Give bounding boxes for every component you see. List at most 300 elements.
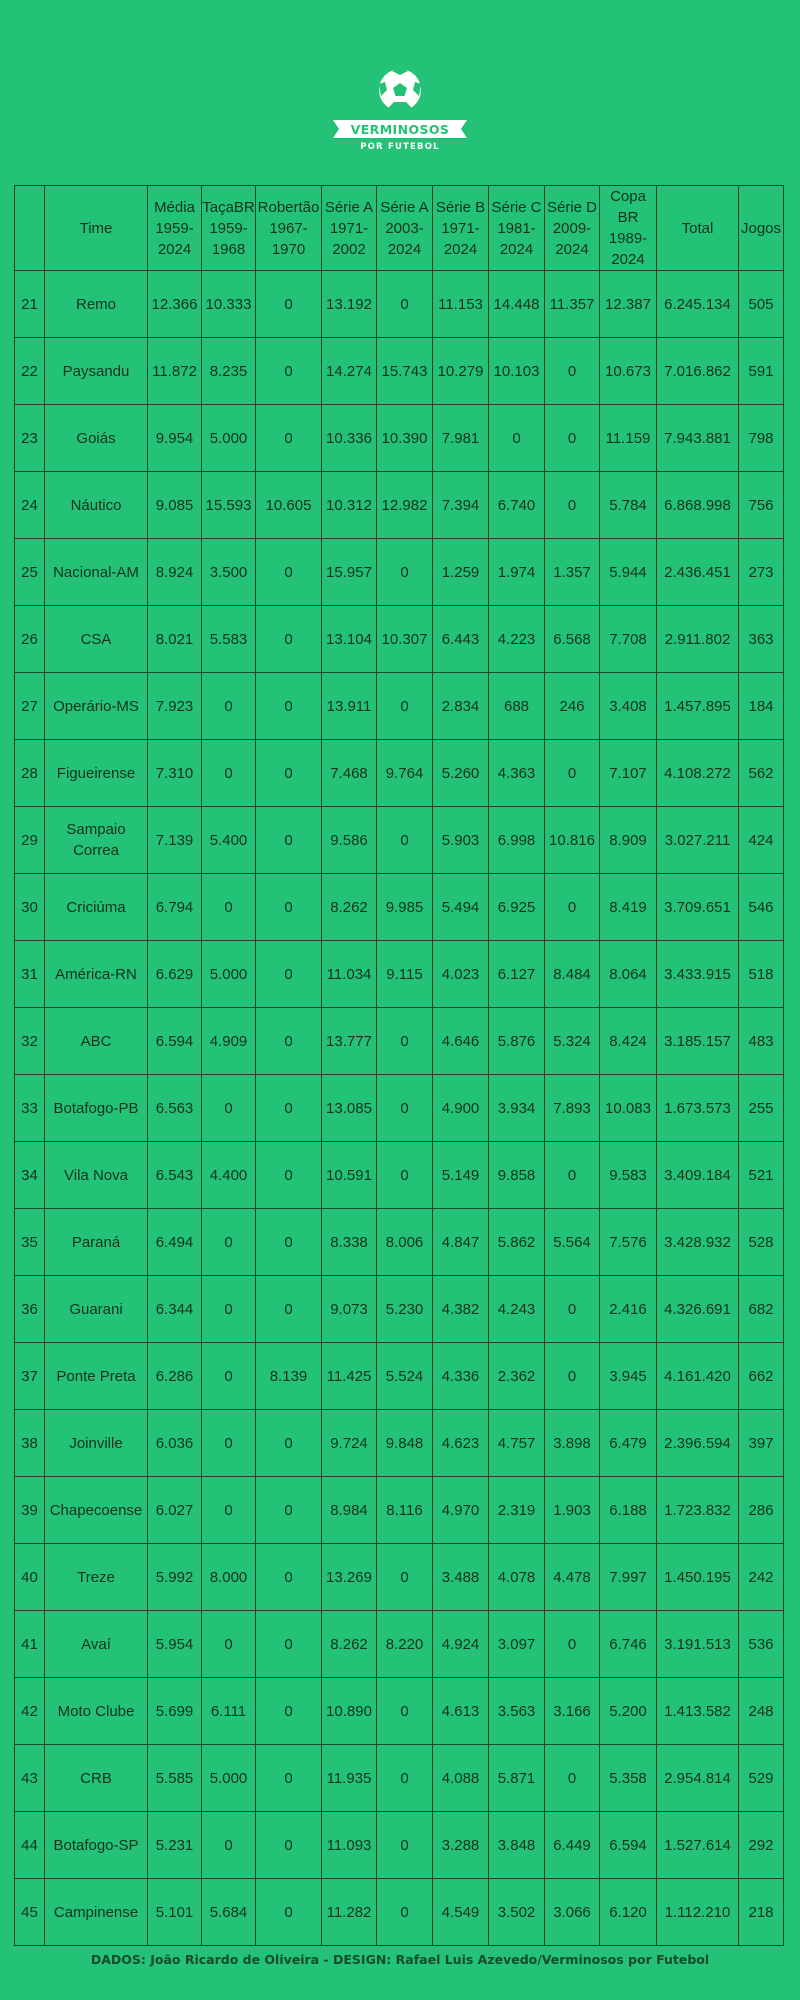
value-cell: 0 xyxy=(256,1879,322,1946)
value-cell: 4.400 xyxy=(202,1142,256,1209)
value-cell: 0 xyxy=(489,405,545,472)
value-cell: 0 xyxy=(545,1343,600,1410)
value-cell: 3.097 xyxy=(489,1611,545,1678)
rank-cell: 30 xyxy=(15,874,45,941)
value-cell: 10.673 xyxy=(600,338,657,405)
value-cell: 9.583 xyxy=(600,1142,657,1209)
rank-cell: 21 xyxy=(15,271,45,338)
value-cell: 11.153 xyxy=(433,271,489,338)
value-cell: 11.159 xyxy=(600,405,657,472)
value-cell: 529 xyxy=(739,1745,784,1812)
value-cell: 9.073 xyxy=(322,1276,377,1343)
table-row xyxy=(15,807,784,874)
value-cell: 11.935 xyxy=(322,1745,377,1812)
rank-cell: 43 xyxy=(15,1745,45,1812)
value-cell: 4.623 xyxy=(433,1410,489,1477)
value-cell: 6.188 xyxy=(600,1477,657,1544)
rank-cell: 45 xyxy=(15,1879,45,1946)
value-cell: 5.260 xyxy=(433,740,489,807)
table-row xyxy=(15,338,784,405)
value-cell: 0 xyxy=(256,271,322,338)
value-cell: 6.594 xyxy=(600,1812,657,1879)
value-cell: 11.357 xyxy=(545,271,600,338)
logo-subtitle: POR FUTEBOL xyxy=(360,142,440,152)
rank-cell: 28 xyxy=(15,740,45,807)
value-cell: 8.006 xyxy=(377,1209,433,1276)
value-cell: 5.230 xyxy=(377,1276,433,1343)
value-cell: 6.868.998 xyxy=(657,472,739,539)
value-cell: 0 xyxy=(256,539,322,606)
value-cell: 6.449 xyxy=(545,1812,600,1879)
value-cell: 10.816 xyxy=(545,807,600,874)
value-cell: 3.027.211 xyxy=(657,807,739,874)
table-row xyxy=(15,1276,784,1343)
value-cell: 1.974 xyxy=(489,539,545,606)
value-cell: 3.563 xyxy=(489,1678,545,1745)
value-cell: 0 xyxy=(256,1477,322,1544)
value-cell: 0 xyxy=(256,1544,322,1611)
value-cell: 0 xyxy=(377,1879,433,1946)
value-cell: 5.699 xyxy=(148,1678,202,1745)
value-cell: 12.387 xyxy=(600,271,657,338)
value-cell: 6.563 xyxy=(148,1075,202,1142)
team-cell: CSA xyxy=(45,606,148,673)
value-cell: 7.893 xyxy=(545,1075,600,1142)
team-cell: Remo xyxy=(45,271,148,338)
value-cell: 0 xyxy=(256,807,322,874)
header-rank xyxy=(15,186,45,271)
rank-cell: 39 xyxy=(15,1477,45,1544)
value-cell: 536 xyxy=(739,1611,784,1678)
value-cell: 0 xyxy=(545,338,600,405)
value-cell: 8.235 xyxy=(202,338,256,405)
value-cell: 6.794 xyxy=(148,874,202,941)
column-header: Total xyxy=(657,186,739,271)
table-row xyxy=(15,271,784,338)
value-cell: 10.103 xyxy=(489,338,545,405)
value-cell: 12.366 xyxy=(148,271,202,338)
value-cell: 3.191.513 xyxy=(657,1611,739,1678)
value-cell: 10.605 xyxy=(256,472,322,539)
value-cell: 363 xyxy=(739,606,784,673)
value-cell: 3.409.184 xyxy=(657,1142,739,1209)
value-cell: 0 xyxy=(202,1343,256,1410)
table-row xyxy=(15,941,784,1008)
value-cell: 6.443 xyxy=(433,606,489,673)
value-cell: 0 xyxy=(377,1142,433,1209)
value-cell: 0 xyxy=(377,271,433,338)
value-cell: 4.223 xyxy=(489,606,545,673)
value-cell: 2.396.594 xyxy=(657,1410,739,1477)
team-cell: Ponte Preta xyxy=(45,1343,148,1410)
value-cell: 7.468 xyxy=(322,740,377,807)
value-cell: 7.394 xyxy=(433,472,489,539)
value-cell: 5.954 xyxy=(148,1611,202,1678)
value-cell: 10.591 xyxy=(322,1142,377,1209)
value-cell: 4.161.420 xyxy=(657,1343,739,1410)
value-cell: 0 xyxy=(545,1276,600,1343)
value-cell: 0 xyxy=(545,740,600,807)
table-row xyxy=(15,1745,784,1812)
value-cell: 8.909 xyxy=(600,807,657,874)
rank-cell: 33 xyxy=(15,1075,45,1142)
value-cell: 4.382 xyxy=(433,1276,489,1343)
value-cell: 3.898 xyxy=(545,1410,600,1477)
table-row xyxy=(15,1209,784,1276)
value-cell: 3.185.157 xyxy=(657,1008,739,1075)
rank-cell: 41 xyxy=(15,1611,45,1678)
value-cell: 4.088 xyxy=(433,1745,489,1812)
value-cell: 3.066 xyxy=(545,1879,600,1946)
value-cell: 1.413.582 xyxy=(657,1678,739,1745)
value-cell: 0 xyxy=(377,1008,433,1075)
value-cell: 9.848 xyxy=(377,1410,433,1477)
value-cell: 3.945 xyxy=(600,1343,657,1410)
value-cell: 7.139 xyxy=(148,807,202,874)
value-cell: 184 xyxy=(739,673,784,740)
team-cell: Moto Clube xyxy=(45,1678,148,1745)
value-cell: 13.777 xyxy=(322,1008,377,1075)
value-cell: 4.909 xyxy=(202,1008,256,1075)
value-cell: 8.984 xyxy=(322,1477,377,1544)
value-cell: 5.494 xyxy=(433,874,489,941)
value-cell: 14.274 xyxy=(322,338,377,405)
value-cell: 8.419 xyxy=(600,874,657,941)
value-cell: 424 xyxy=(739,807,784,874)
value-cell: 4.900 xyxy=(433,1075,489,1142)
value-cell: 1.673.573 xyxy=(657,1075,739,1142)
table-row xyxy=(15,472,784,539)
team-cell: Sampaio Correa xyxy=(45,807,148,874)
value-cell: 0 xyxy=(202,1276,256,1343)
value-cell: 0 xyxy=(256,1142,322,1209)
value-cell: 7.923 xyxy=(148,673,202,740)
rank-cell: 32 xyxy=(15,1008,45,1075)
value-cell: 5.903 xyxy=(433,807,489,874)
value-cell: 10.279 xyxy=(433,338,489,405)
value-cell: 8.262 xyxy=(322,1611,377,1678)
value-cell: 0 xyxy=(202,1209,256,1276)
value-cell: 7.981 xyxy=(433,405,489,472)
value-cell: 8.220 xyxy=(377,1611,433,1678)
value-cell: 0 xyxy=(377,807,433,874)
value-cell: 6.543 xyxy=(148,1142,202,1209)
value-cell: 8.424 xyxy=(600,1008,657,1075)
rank-cell: 24 xyxy=(15,472,45,539)
value-cell: 0 xyxy=(202,1075,256,1142)
value-cell: 7.310 xyxy=(148,740,202,807)
value-cell: 5.358 xyxy=(600,1745,657,1812)
value-cell: 6.998 xyxy=(489,807,545,874)
team-cell: Botafogo-PB xyxy=(45,1075,148,1142)
value-cell: 8.116 xyxy=(377,1477,433,1544)
value-cell: 0 xyxy=(377,1745,433,1812)
value-cell: 521 xyxy=(739,1142,784,1209)
value-cell: 3.500 xyxy=(202,539,256,606)
column-header: Série B 1971- 2024 xyxy=(433,186,489,271)
table-row xyxy=(15,1008,784,1075)
value-cell: 11.093 xyxy=(322,1812,377,1879)
value-cell: 5.944 xyxy=(600,539,657,606)
value-cell: 1.527.614 xyxy=(657,1812,739,1879)
value-cell: 5.149 xyxy=(433,1142,489,1209)
value-cell: 15.957 xyxy=(322,539,377,606)
table-row xyxy=(15,539,784,606)
value-cell: 0 xyxy=(256,1209,322,1276)
rank-cell: 38 xyxy=(15,1410,45,1477)
value-cell: 242 xyxy=(739,1544,784,1611)
value-cell: 4.847 xyxy=(433,1209,489,1276)
rank-cell: 40 xyxy=(15,1544,45,1611)
value-cell: 273 xyxy=(739,539,784,606)
value-cell: 1.112.210 xyxy=(657,1879,739,1946)
value-cell: 4.613 xyxy=(433,1678,489,1745)
column-header: Série C 1981- 2024 xyxy=(489,186,545,271)
table-row xyxy=(15,1343,784,1410)
value-cell: 11.034 xyxy=(322,941,377,1008)
value-cell: 4.646 xyxy=(433,1008,489,1075)
table-row xyxy=(15,1142,784,1209)
value-cell: 1.450.195 xyxy=(657,1544,739,1611)
value-cell: 8.000 xyxy=(202,1544,256,1611)
rank-cell: 35 xyxy=(15,1209,45,1276)
value-cell: 10.333 xyxy=(202,271,256,338)
value-cell: 7.997 xyxy=(600,1544,657,1611)
value-cell: 0 xyxy=(202,1410,256,1477)
value-cell: 2.911.802 xyxy=(657,606,739,673)
rank-cell: 44 xyxy=(15,1812,45,1879)
value-cell: 3.428.932 xyxy=(657,1209,739,1276)
value-cell: 2.834 xyxy=(433,673,489,740)
value-cell: 9.085 xyxy=(148,472,202,539)
table-row xyxy=(15,1410,784,1477)
value-cell: 5.000 xyxy=(202,405,256,472)
value-cell: 6.120 xyxy=(600,1879,657,1946)
value-cell: 10.307 xyxy=(377,606,433,673)
value-cell: 218 xyxy=(739,1879,784,1946)
value-cell: 0 xyxy=(256,673,322,740)
value-cell: 0 xyxy=(545,874,600,941)
team-cell: CRB xyxy=(45,1745,148,1812)
rank-cell: 34 xyxy=(15,1142,45,1209)
value-cell: 8.338 xyxy=(322,1209,377,1276)
value-cell: 518 xyxy=(739,941,784,1008)
team-cell: Joinville xyxy=(45,1410,148,1477)
value-cell: 1.903 xyxy=(545,1477,600,1544)
value-cell: 3.408 xyxy=(600,673,657,740)
team-cell: Botafogo-SP xyxy=(45,1812,148,1879)
value-cell: 12.982 xyxy=(377,472,433,539)
value-cell: 3.488 xyxy=(433,1544,489,1611)
value-cell: 0 xyxy=(545,1142,600,1209)
value-cell: 5.324 xyxy=(545,1008,600,1075)
value-cell: 6.925 xyxy=(489,874,545,941)
value-cell: 15.743 xyxy=(377,338,433,405)
value-cell: 4.549 xyxy=(433,1879,489,1946)
rank-cell: 27 xyxy=(15,673,45,740)
value-cell: 3.288 xyxy=(433,1812,489,1879)
table-header xyxy=(15,186,784,271)
value-cell: 4.326.691 xyxy=(657,1276,739,1343)
value-cell: 5.231 xyxy=(148,1812,202,1879)
value-cell: 0 xyxy=(377,673,433,740)
value-cell: 10.312 xyxy=(322,472,377,539)
value-cell: 6.344 xyxy=(148,1276,202,1343)
value-cell: 8.139 xyxy=(256,1343,322,1410)
value-cell: 11.282 xyxy=(322,1879,377,1946)
table-row xyxy=(15,1075,784,1142)
value-cell: 483 xyxy=(739,1008,784,1075)
value-cell: 10.890 xyxy=(322,1678,377,1745)
value-cell: 0 xyxy=(545,1611,600,1678)
value-cell: 8.924 xyxy=(148,539,202,606)
value-cell: 10.336 xyxy=(322,405,377,472)
value-cell: 5.000 xyxy=(202,1745,256,1812)
value-cell: 8.021 xyxy=(148,606,202,673)
value-cell: 0 xyxy=(202,1477,256,1544)
table-row xyxy=(15,1477,784,1544)
value-cell: 3.502 xyxy=(489,1879,545,1946)
value-cell: 10.390 xyxy=(377,405,433,472)
team-cell: Chapecoense xyxy=(45,1477,148,1544)
value-cell: 13.192 xyxy=(322,271,377,338)
value-cell: 246 xyxy=(545,673,600,740)
value-cell: 5.585 xyxy=(148,1745,202,1812)
brand-logo xyxy=(0,62,800,158)
team-cell: América-RN xyxy=(45,941,148,1008)
value-cell: 0 xyxy=(202,874,256,941)
team-cell: Treze xyxy=(45,1544,148,1611)
value-cell: 14.448 xyxy=(489,271,545,338)
table-row xyxy=(15,1812,784,1879)
ranking-table xyxy=(14,185,784,1946)
value-cell: 2.954.814 xyxy=(657,1745,739,1812)
value-cell: 5.524 xyxy=(377,1343,433,1410)
value-cell: 5.000 xyxy=(202,941,256,1008)
value-cell: 1.259 xyxy=(433,539,489,606)
value-cell: 6.036 xyxy=(148,1410,202,1477)
table-row xyxy=(15,740,784,807)
value-cell: 0 xyxy=(202,740,256,807)
value-cell: 5.564 xyxy=(545,1209,600,1276)
column-header: Série D 2009- 2024 xyxy=(545,186,600,271)
value-cell: 4.023 xyxy=(433,941,489,1008)
value-cell: 0 xyxy=(202,673,256,740)
value-cell: 5.784 xyxy=(600,472,657,539)
value-cell: 3.709.651 xyxy=(657,874,739,941)
table-row xyxy=(15,1544,784,1611)
value-cell: 5.583 xyxy=(202,606,256,673)
value-cell: 0 xyxy=(377,1812,433,1879)
value-cell: 562 xyxy=(739,740,784,807)
value-cell: 2.362 xyxy=(489,1343,545,1410)
value-cell: 4.078 xyxy=(489,1544,545,1611)
value-cell: 7.576 xyxy=(600,1209,657,1276)
value-cell: 0 xyxy=(545,472,600,539)
value-cell: 11.425 xyxy=(322,1343,377,1410)
value-cell: 0 xyxy=(377,1678,433,1745)
value-cell: 0 xyxy=(256,1611,322,1678)
soccer-ball-icon xyxy=(371,66,429,118)
value-cell: 0 xyxy=(256,1410,322,1477)
table-row xyxy=(15,1611,784,1678)
value-cell: 8.484 xyxy=(545,941,600,1008)
value-cell: 0 xyxy=(377,539,433,606)
team-cell: Campinense xyxy=(45,1879,148,1946)
value-cell: 5.684 xyxy=(202,1879,256,1946)
value-cell: 9.586 xyxy=(322,807,377,874)
header-row xyxy=(15,186,784,271)
table-row xyxy=(15,606,784,673)
table-body xyxy=(15,271,784,1946)
value-cell: 7.708 xyxy=(600,606,657,673)
column-header: Robertão 1967- 1970 xyxy=(256,186,322,271)
rank-cell: 26 xyxy=(15,606,45,673)
column-header: Copa BR 1989- 2024 xyxy=(600,186,657,271)
table-row xyxy=(15,874,784,941)
column-header: Time xyxy=(45,186,148,271)
value-cell: 1.357 xyxy=(545,539,600,606)
value-cell: 591 xyxy=(739,338,784,405)
table-row xyxy=(15,673,784,740)
column-header: Jogos xyxy=(739,186,784,271)
team-cell: Figueirense xyxy=(45,740,148,807)
value-cell: 2.416 xyxy=(600,1276,657,1343)
rank-cell: 25 xyxy=(15,539,45,606)
value-cell: 6.740 xyxy=(489,472,545,539)
value-cell: 6.127 xyxy=(489,941,545,1008)
value-cell: 6.568 xyxy=(545,606,600,673)
value-cell: 11.872 xyxy=(148,338,202,405)
value-cell: 4.108.272 xyxy=(657,740,739,807)
value-cell: 756 xyxy=(739,472,784,539)
value-cell: 3.848 xyxy=(489,1812,545,1879)
column-header: TaçaBR 1959- 1968 xyxy=(202,186,256,271)
value-cell: 3.433.915 xyxy=(657,941,739,1008)
team-cell: Nacional-AM xyxy=(45,539,148,606)
value-cell: 0 xyxy=(256,1678,322,1745)
rank-cell: 29 xyxy=(15,807,45,874)
column-header: Série A 2003- 2024 xyxy=(377,186,433,271)
value-cell: 7.943.881 xyxy=(657,405,739,472)
value-cell: 9.954 xyxy=(148,405,202,472)
value-cell: 7.107 xyxy=(600,740,657,807)
value-cell: 1.723.832 xyxy=(657,1477,739,1544)
value-cell: 9.985 xyxy=(377,874,433,941)
column-header: Série A 1971- 2002 xyxy=(322,186,377,271)
value-cell: 6.479 xyxy=(600,1410,657,1477)
rank-cell: 42 xyxy=(15,1678,45,1745)
value-cell: 0 xyxy=(545,1745,600,1812)
value-cell: 546 xyxy=(739,874,784,941)
credits-footer: DADOS: João Ricardo de Oliveira - DESIGN: Rafael Luis Azevedo/Verminosos por Futebol xyxy=(90,1952,710,1967)
value-cell: 3.166 xyxy=(545,1678,600,1745)
value-cell: 5.400 xyxy=(202,807,256,874)
value-cell: 13.269 xyxy=(322,1544,377,1611)
team-cell: Paraná xyxy=(45,1209,148,1276)
team-cell: Vila Nova xyxy=(45,1142,148,1209)
value-cell: 0 xyxy=(256,1812,322,1879)
rank-cell: 37 xyxy=(15,1343,45,1410)
value-cell: 4.970 xyxy=(433,1477,489,1544)
value-cell: 0 xyxy=(256,941,322,1008)
value-cell: 2.319 xyxy=(489,1477,545,1544)
value-cell: 4.757 xyxy=(489,1410,545,1477)
value-cell: 5.101 xyxy=(148,1879,202,1946)
value-cell: 0 xyxy=(256,874,322,941)
value-cell: 798 xyxy=(739,405,784,472)
value-cell: 0 xyxy=(377,1544,433,1611)
